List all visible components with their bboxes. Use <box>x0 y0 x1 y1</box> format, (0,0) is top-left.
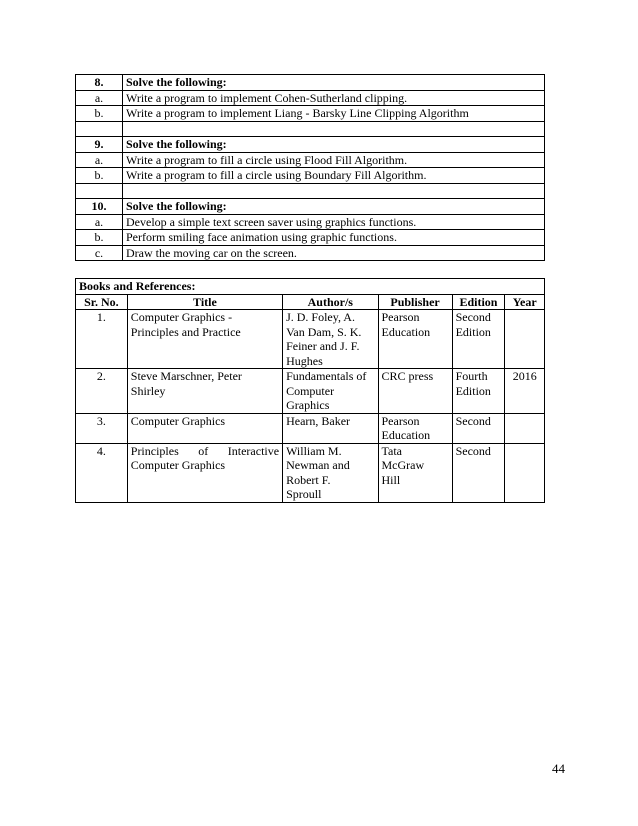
book-authors-line: Feiner and J. F. <box>286 339 360 353</box>
book-sr-no: 3. <box>76 413 128 443</box>
practical-text: Solve the following: <box>123 137 545 153</box>
books-references-table <box>75 278 545 503</box>
practical-row <box>76 90 545 106</box>
practical-row <box>76 245 545 261</box>
practical-number: b. <box>76 230 123 246</box>
book-edition <box>452 443 505 502</box>
book-title-line: Principles and Practice <box>130 324 241 339</box>
practical-number <box>76 183 123 199</box>
practical-text: Write a program to fill a circle using Flood Fill Algorithm. <box>123 152 545 168</box>
book-title <box>127 310 282 369</box>
book-authors-line: J. D. Foley, A. <box>286 310 355 324</box>
practical-number: a. <box>76 152 123 168</box>
book-publisher <box>378 443 452 502</box>
practical-text: Draw the moving car on the screen. <box>123 245 545 261</box>
book-edition-line: Edition <box>455 383 491 398</box>
book-authors-line: Hughes <box>286 353 323 368</box>
practicals-table <box>75 74 545 261</box>
col-header-publisher: Publisher <box>378 294 452 310</box>
book-edition <box>452 413 505 443</box>
practical-text: Solve the following: <box>123 199 545 215</box>
books-header-row <box>76 294 545 310</box>
practical-number: c. <box>76 245 123 261</box>
col-header-title: Title <box>127 294 282 310</box>
book-publisher <box>378 310 452 369</box>
book-authors-line: William M. <box>286 443 342 458</box>
book-publisher-line: Education <box>381 428 431 442</box>
book-publisher-line: CRC press <box>381 369 434 383</box>
book-title <box>127 369 282 414</box>
book-title-line: Shirley <box>130 383 166 398</box>
book-title <box>127 443 282 502</box>
book-authors-line: Robert F. <box>286 472 331 487</box>
books-heading: Books and References: <box>76 279 545 295</box>
practical-text <box>123 121 545 137</box>
col-header-year: Year <box>505 294 545 310</box>
practical-text: Solve the following: <box>123 75 545 91</box>
book-edition-line: Edition <box>455 324 491 339</box>
book-edition-line: Second <box>455 443 491 458</box>
book-year <box>505 310 545 369</box>
practical-heading-row <box>76 75 545 91</box>
book-edition <box>452 310 505 369</box>
practical-row <box>76 214 545 230</box>
book-edition <box>452 369 505 414</box>
col-header-authors: Author/s <box>283 294 378 310</box>
practical-number: 10. <box>76 199 123 215</box>
practical-text <box>123 183 545 199</box>
practical-row <box>76 106 545 122</box>
book-title-line: Computer Graphics <box>130 413 226 428</box>
book-edition-line: Fourth <box>455 369 488 383</box>
page-number: 44 <box>552 761 565 776</box>
book-authors-line: Van Dam, S. K. <box>286 324 362 339</box>
practical-number: a. <box>76 90 123 106</box>
practical-number: 9. <box>76 137 123 153</box>
book-authors-line: Hearn, Baker <box>286 413 351 428</box>
book-publisher-line: Pearson <box>381 413 420 428</box>
book-year <box>505 443 545 502</box>
book-edition-line: Second <box>455 310 491 324</box>
book-row <box>76 369 545 414</box>
book-row <box>76 310 545 369</box>
book-row <box>76 443 545 502</box>
practical-text: Develop a simple text screen saver using graphics functions. <box>123 214 545 230</box>
practical-heading-row <box>76 137 545 153</box>
book-title <box>127 413 282 443</box>
practical-number: b. <box>76 168 123 184</box>
book-authors <box>283 369 378 414</box>
book-authors-line: Newman and <box>286 458 350 472</box>
book-publisher-line: Hill <box>381 472 401 487</box>
practical-number: b. <box>76 106 123 122</box>
book-publisher <box>378 413 452 443</box>
practical-number <box>76 121 123 137</box>
book-title-line: Computer Graphics <box>130 458 226 472</box>
book-authors-line: Computer <box>286 383 335 398</box>
practical-text: Write a program to implement Cohen-Sutherland clipping. <box>123 90 545 106</box>
book-title-line: Computer Graphics - <box>130 310 233 324</box>
spacer-row <box>76 183 545 199</box>
book-publisher-line: Pearson <box>381 310 420 324</box>
book-edition-line: Second <box>455 413 491 428</box>
practical-text: Write a program to implement Liang - Barsky Line Clipping Algorithm <box>123 106 545 122</box>
book-authors <box>283 443 378 502</box>
practical-text: Write a program to fill a circle using Boundary Fill Algorithm. <box>123 168 545 184</box>
practical-row <box>76 168 545 184</box>
book-authors <box>283 413 378 443</box>
books-body <box>76 279 545 503</box>
book-publisher <box>378 369 452 414</box>
book-authors <box>283 310 378 369</box>
col-header-sr-no: Sr. No. <box>76 294 128 310</box>
book-sr-no: 1. <box>76 310 128 369</box>
col-header-edition: Edition <box>452 294 505 310</box>
book-publisher-line: McGraw <box>381 458 425 472</box>
practical-row <box>76 230 545 246</box>
practical-number: a. <box>76 214 123 230</box>
book-authors-line: Fundamentals of <box>286 369 367 383</box>
book-title-line: Steve Marschner, Peter <box>130 369 242 383</box>
book-year <box>505 413 545 443</box>
book-sr-no: 4. <box>76 443 128 502</box>
book-sr-no: 2. <box>76 369 128 414</box>
practical-row <box>76 152 545 168</box>
practical-text: Perform smiling face animation using graphic functions. <box>123 230 545 246</box>
practicals-body <box>76 75 545 261</box>
books-title-row <box>76 279 545 295</box>
book-publisher-line: Tata <box>381 443 402 458</box>
book-year: 2016 <box>505 369 545 414</box>
practical-number: 8. <box>76 75 123 91</box>
book-publisher-line: Education <box>381 324 431 339</box>
spacer-row <box>76 121 545 137</box>
book-row <box>76 413 545 443</box>
book-title-line: Principles of Interactive <box>130 443 280 458</box>
book-authors-line: Graphics <box>286 398 330 412</box>
book-authors-line: Sproull <box>286 487 322 501</box>
practical-heading-row <box>76 199 545 215</box>
